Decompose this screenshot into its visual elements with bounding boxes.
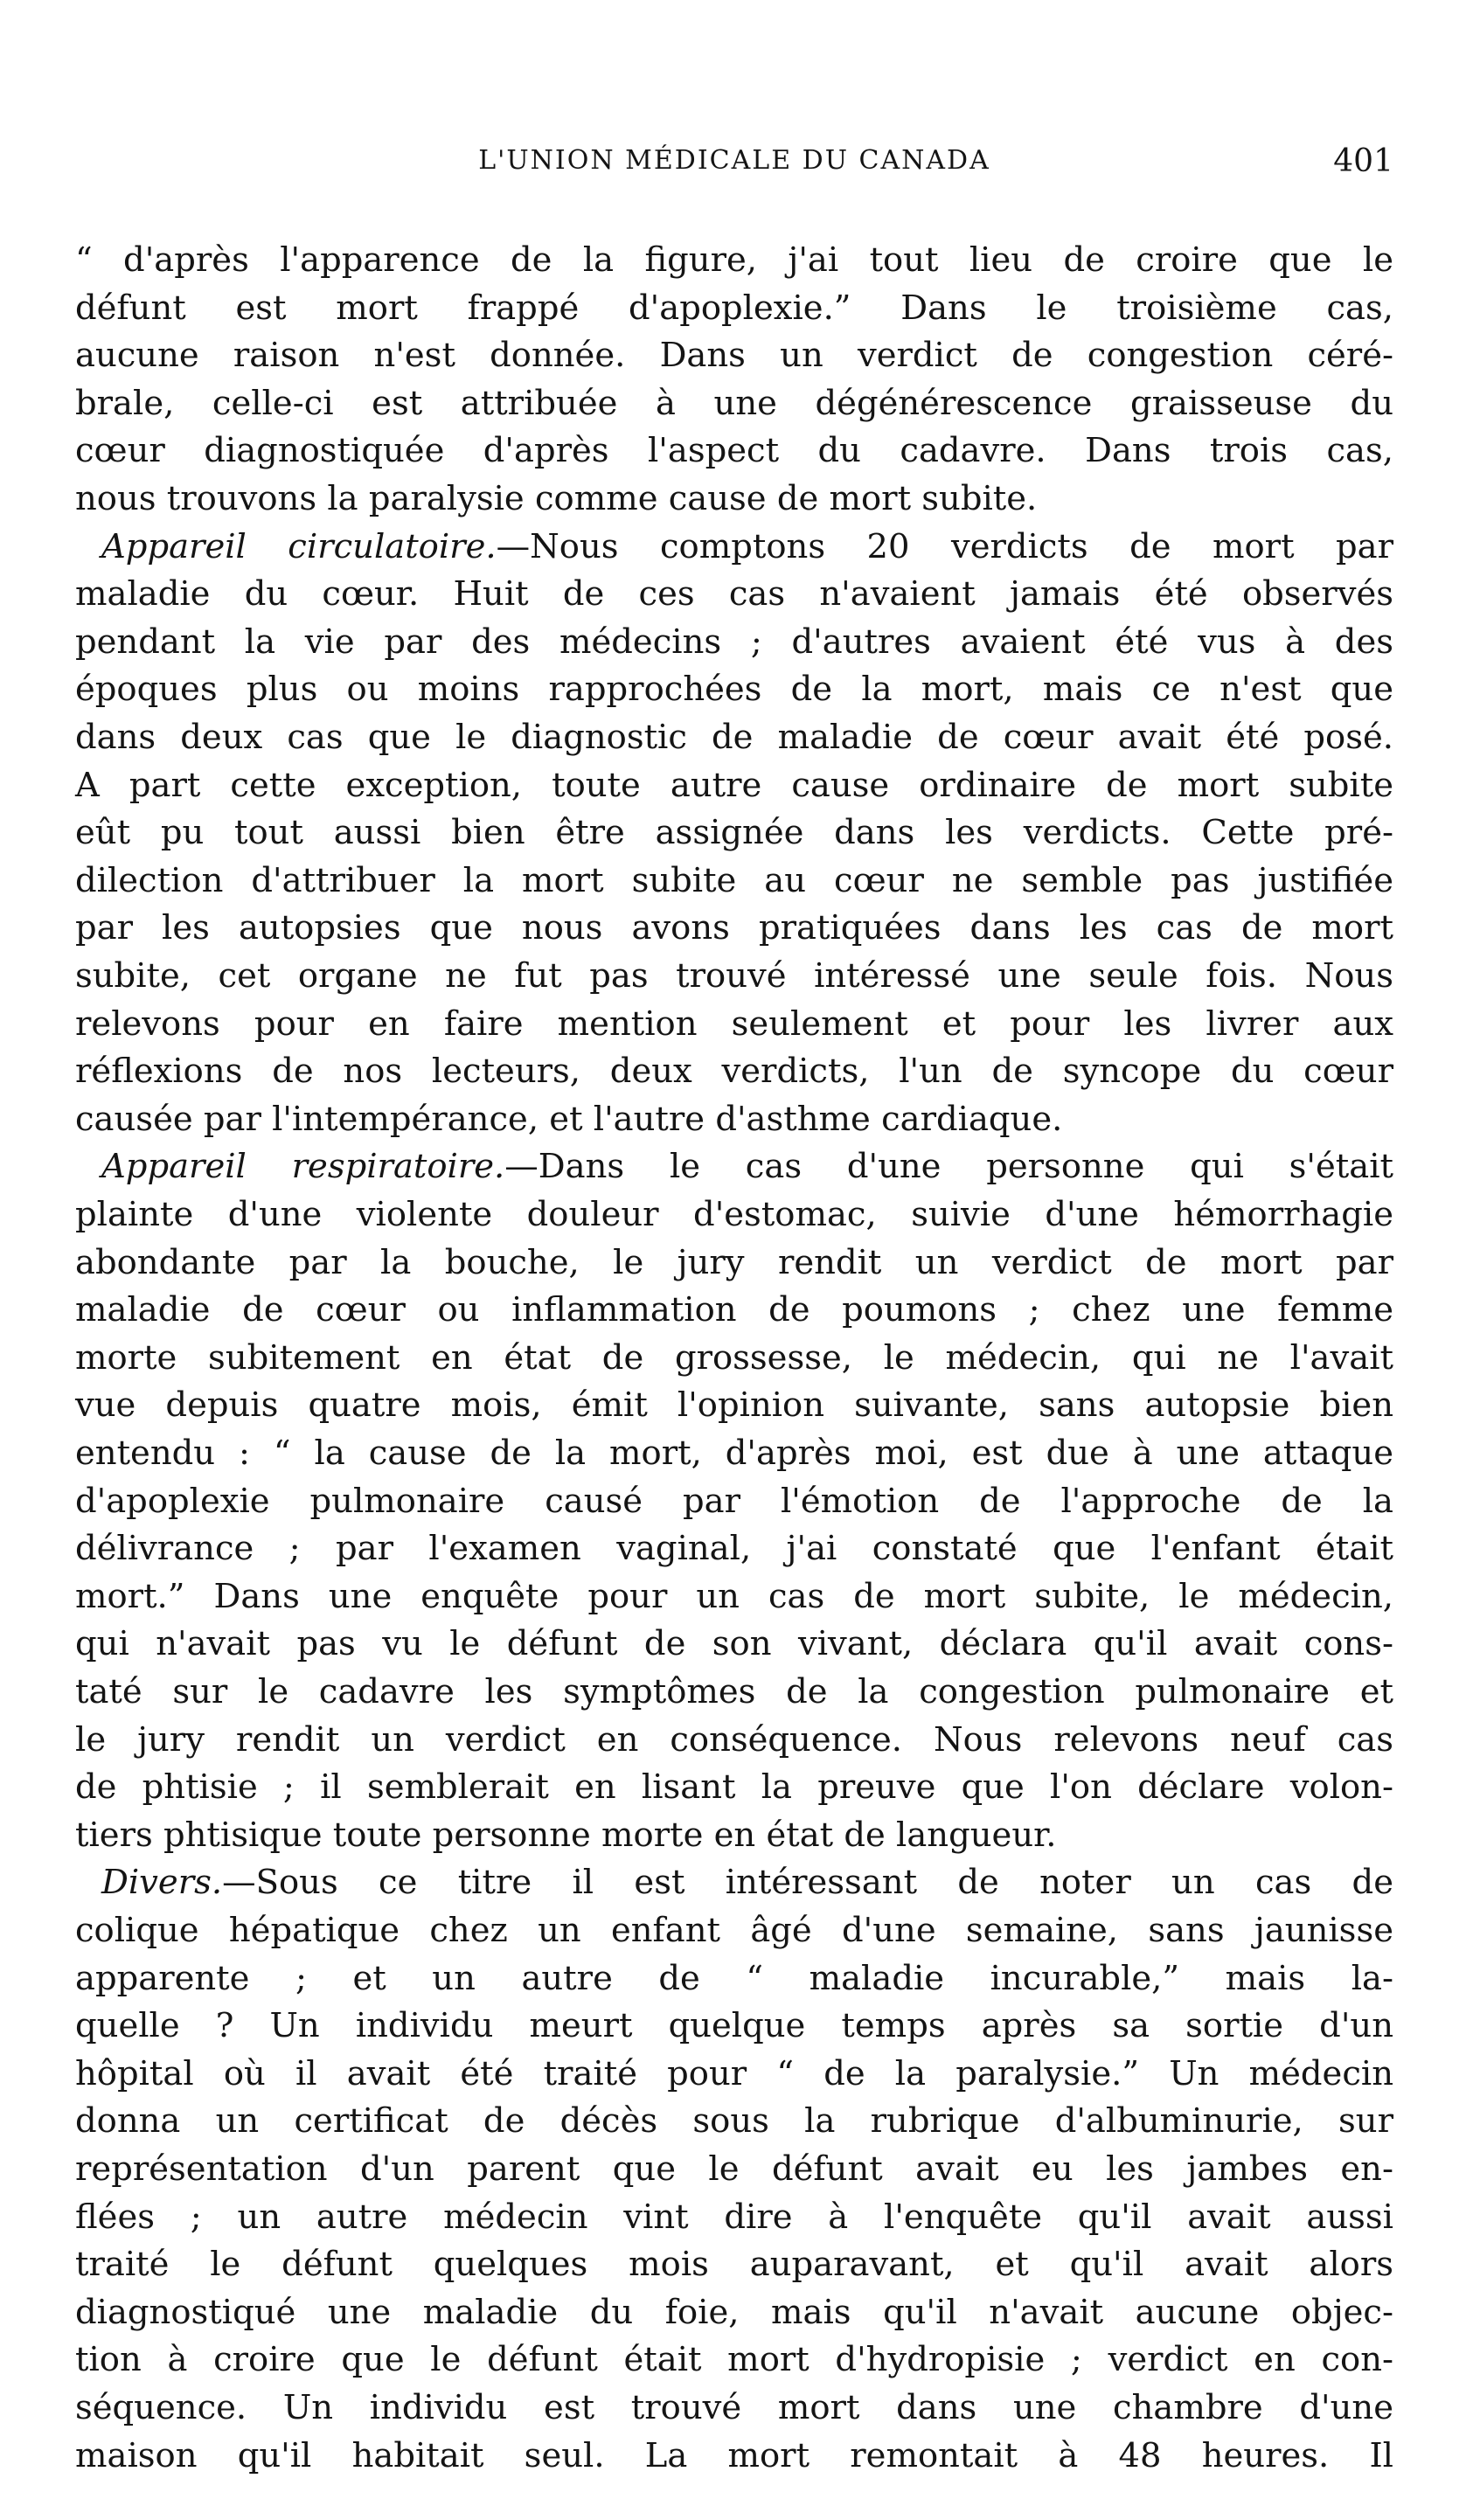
text-line: mort.” Dans une enquête pour un cas de mort subite, le médecin, [75, 1576, 1393, 1616]
text-line: flées ; un autre médecin vint dire à l'enquête qu'il avait aussi [75, 2197, 1393, 2237]
text-line: brale, celle-ci est attribuée à une dégénérescence graisseuse du [75, 383, 1393, 423]
text-line: donna un certificat de décès sous la rubrique d'albuminurie, sur [75, 2101, 1393, 2142]
text-line: dans deux cas que le diagnostic de maladie de cœur avait été posé. [75, 718, 1393, 757]
text-line [75, 1858, 1393, 1906]
text-line: pendant la vie par des médecins ; d'autres avaient été vus à des [75, 621, 1393, 662]
text-line: colique hépatique chez un enfant âgé d'une semaine, sans jaunisse [75, 1911, 1393, 1950]
text-line [75, 1142, 1393, 1191]
text-line [75, 523, 1393, 571]
text-line: époques plus ou moins rapprochées de la mort, mais ce n'est que [75, 670, 1393, 710]
line-text: —Sous ce titre il est intéressant de noter un cas de [222, 1863, 1393, 1903]
text-line: relevons pour en faire mention seulement et pour les livrer aux [75, 1003, 1393, 1044]
text-line: abondante par la bouche, le jury rendit un verdict de mort par [75, 1242, 1393, 1282]
running-head [75, 145, 1393, 187]
text-line: hôpital où il avait été traité pour “ de la paralysie.” Un médecin [75, 2053, 1393, 2093]
text-line: maison qu'il habitait seul. La mort remontait à 48 heures. Il [75, 2435, 1393, 2475]
text-line: tiers phtisique toute personne morte en état de langueur. [75, 1815, 1057, 1855]
text-line: séquence. Un individu est trouvé mort dans une chambre d'une [75, 2388, 1393, 2427]
running-title: L'UNION MÉDICALE DU CANADA [478, 145, 990, 176]
line-text: —Nous comptons 20 verdicts de mort par [496, 526, 1393, 566]
text-line: eût pu tout aussi bien être assignée dans les verdicts. Cette pré- [75, 813, 1393, 853]
text-line: subite, cet organe ne fut pas trouvé intéressé une seule fois. Nous [75, 956, 1393, 996]
text-line: cœur diagnostiquée d'après l'aspect du cadavre. Dans trois cas, [75, 431, 1393, 471]
text-line: A part cette exception, toute autre cause ordinaire de mort subite [75, 765, 1393, 805]
text-line: traité le défunt quelques mois auparavant, et qu'il avait alors [75, 2245, 1393, 2285]
text-line: tion à croire que le défunt était mort d'hydropisie ; verdict en con- [75, 2340, 1393, 2380]
text-line: maladie de cœur ou inflammation de poumons ; chez une femme [75, 1290, 1393, 1330]
page-number: 401 [1333, 143, 1393, 179]
text-line: causée par l'intempérance, et l'autre d'asthme cardiaque. [75, 1099, 1063, 1139]
text-line: par les autopsies que nous avons pratiquées dans les cas de mort [75, 908, 1393, 948]
text-line: entendu : “ la cause de la mort, d'après moi, est due à une attaque [75, 1434, 1393, 1473]
text-line: apparente ; et un autre de “ maladie incurable,” mais la- [75, 1958, 1393, 1998]
text-line: “ d'après l'apparence de la figure, j'ai tout lieu de croire que le [75, 240, 1393, 280]
text-line: de phtisie ; il semblerait en lisant la preuve que l'on déclare volon- [75, 1767, 1393, 1808]
text-line: dilection d'attribuer la mort subite au cœur ne semble pas justifiée [75, 860, 1393, 900]
text-line: défunt est mort frappé d'apoplexie.” Dans le troisième cas, [75, 288, 1393, 328]
text-line: diagnostiqué une maladie du foie, mais qu'il n'avait aucune objec- [75, 2292, 1393, 2332]
text-line: nous trouvons la paralysie comme cause de mort subite. [75, 479, 1038, 518]
section-heading: Appareil respiratoire. [101, 1147, 505, 1187]
section-heading: Divers. [101, 1863, 223, 1903]
text-line: réflexions de nos lecteurs, deux verdicts, l'un de syncope du cœur [75, 1052, 1393, 1092]
text-line: aucune raison n'est donnée. Dans un verdict de congestion céré- [75, 336, 1393, 376]
section-heading: Appareil circulatoire. [101, 526, 497, 566]
text-line: qui n'avait pas vu le défunt de son vivant, déclara qu'il avait cons- [75, 1624, 1393, 1664]
text-line: délivrance ; par l'examen vaginal, j'ai constaté que l'enfant était [75, 1529, 1393, 1569]
text-line: morte subitement en état de grossesse, le médecin, qui ne l'avait [75, 1337, 1393, 1378]
text-line: représentation d'un parent que le défunt avait eu les jambes en- [75, 2149, 1393, 2189]
text-line: quelle ? Un individu meurt quelque temps après sa sortie d'un [75, 2006, 1393, 2046]
text-line: vue depuis quatre mois, émit l'opinion suivante, sans autopsie bien [75, 1385, 1393, 1426]
line-text: —Dans le cas d'une personne qui s'était [504, 1147, 1393, 1187]
text-line: plainte d'une violente douleur d'estomac, suivie d'une hémorrhagie [75, 1195, 1393, 1234]
text-line: le jury rendit un verdict en conséquence. Nous relevons neuf cas [75, 1719, 1393, 1760]
text-line: taté sur le cadavre les symptômes de la congestion pulmonaire et [75, 1672, 1393, 1711]
text-line: d'apoplexie pulmonaire causé par l'émotion de l'approche de la [75, 1481, 1393, 1521]
text-line: maladie du cœur. Huit de ces cas n'avaient jamais été observés [75, 574, 1393, 614]
